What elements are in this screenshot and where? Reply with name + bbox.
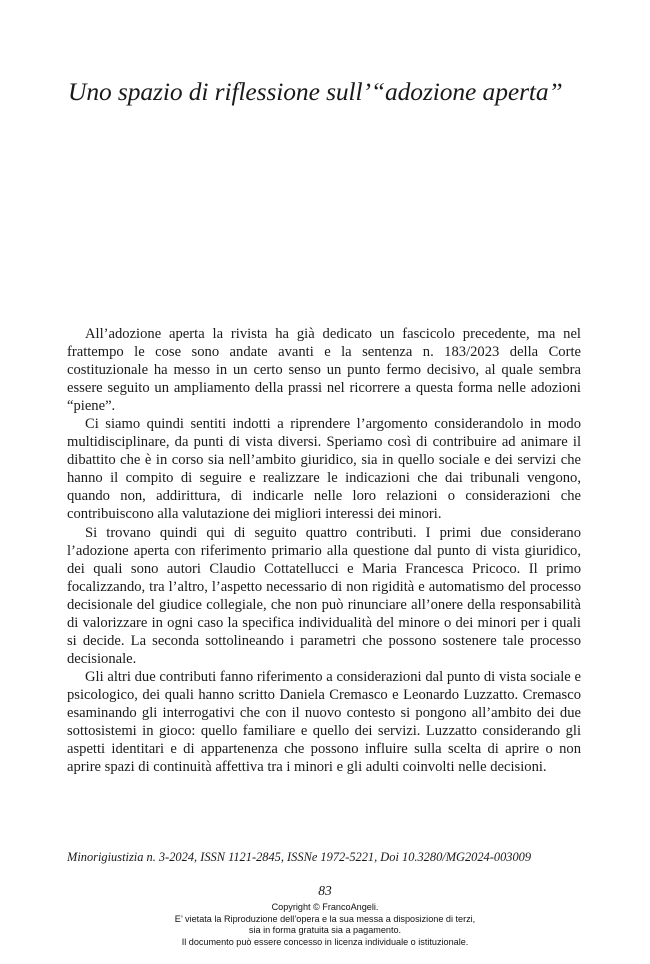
article-body [67,325,581,776]
copyright-line: E’ vietata la Riproduzione dell’opera e la sua messa a disposizione di terzi, [174,913,476,924]
copyright-line: Il documento può essere concesso in licenza individuale o istituzionale. [181,936,469,947]
paragraph-2: Ci siamo quindi sentiti indotti a riprendere l’argomento considerandolo in modo multidisciplinare, da punti di vista diversi. Speriamo così di contribuire ad animare il dibattito che è in corso sia nell’ambito giuridico, sia in quello sociale e dei servizi che hanno il compito di seguire e realizzare le indicazioni che dai tribunali vengono, quando non, addirittura, di indicarle nelle loro relazioni o considerazioni che contribuiscono alla valutazione dei migliori interessi dei minori. [67,416,581,523]
journal-citation: Minorigiustizia n. 3-2024, ISSN 1121-2845, ISSNe 1972-5221, Doi 10.3280/MG2024-003009 [67,850,532,864]
paragraph-1: All’adozione aperta la rivista ha già dedicato un fascicolo precedente, ma nel frattempo le cose sono andate avanti e la sentenza n. 183/2023 della Corte costituzionale ha messo in un certo senso un punto fermo decisivo, al quale sembra essere seguito un ampliamento della prassi nel ricorrere a questa forma nelle adozioni “piene”. [67,326,581,415]
paragraph-4: Gli altri due contributi fanno riferimento a considerazioni dal punto di vista sociale e psicologico, dei quali hanno scritto Daniela Cremasco e Leonardo Luzzatto. Cremasco esaminando gli interrogativi che con il nuovo contesto si pongono all’ambito dei due sottosistemi in gioco: quello familiare e quello dei servizi. Luzzatto considerando gli aspetti identitari e di appartenenza che possono influire sulla scelta di aprire o non aprire spazi di continuità affettiva tra i minori e gli adulti coinvolti nelle decisioni. [67,668,581,776]
page-number: 83 [318,883,332,898]
copyright-line: Copyright © FrancoAngeli. [271,902,379,912]
paragraph-3: Si trovano quindi qui di seguito quattro contributi. I primi due considerano l’adozione aperta con riferimento primario alla questione dal punto di vista giuridico, dei quali sono autori Claudio Cottatellucci e Maria Francesca Pricoco. Il primo focalizzando, tra l’altro, l’aspetto necessario di non rigidità e automatismo del processo decisionale del giudice collegiale, che non può rinunciare all’onere della responsabilità di valorizzare in ogni caso la specifica individualità del minore o dei minori per i quali si decide. La seconda sottolineando i parametri che possono sostenere tale processo decisionale. [67,524,581,667]
copyright-line: sia in forma gratuita sia a pagamento. [248,925,402,935]
copyright-notice [0,902,650,948]
article-title: Uno spazio di riflessione sull’“adozione aperta” [68,77,563,106]
